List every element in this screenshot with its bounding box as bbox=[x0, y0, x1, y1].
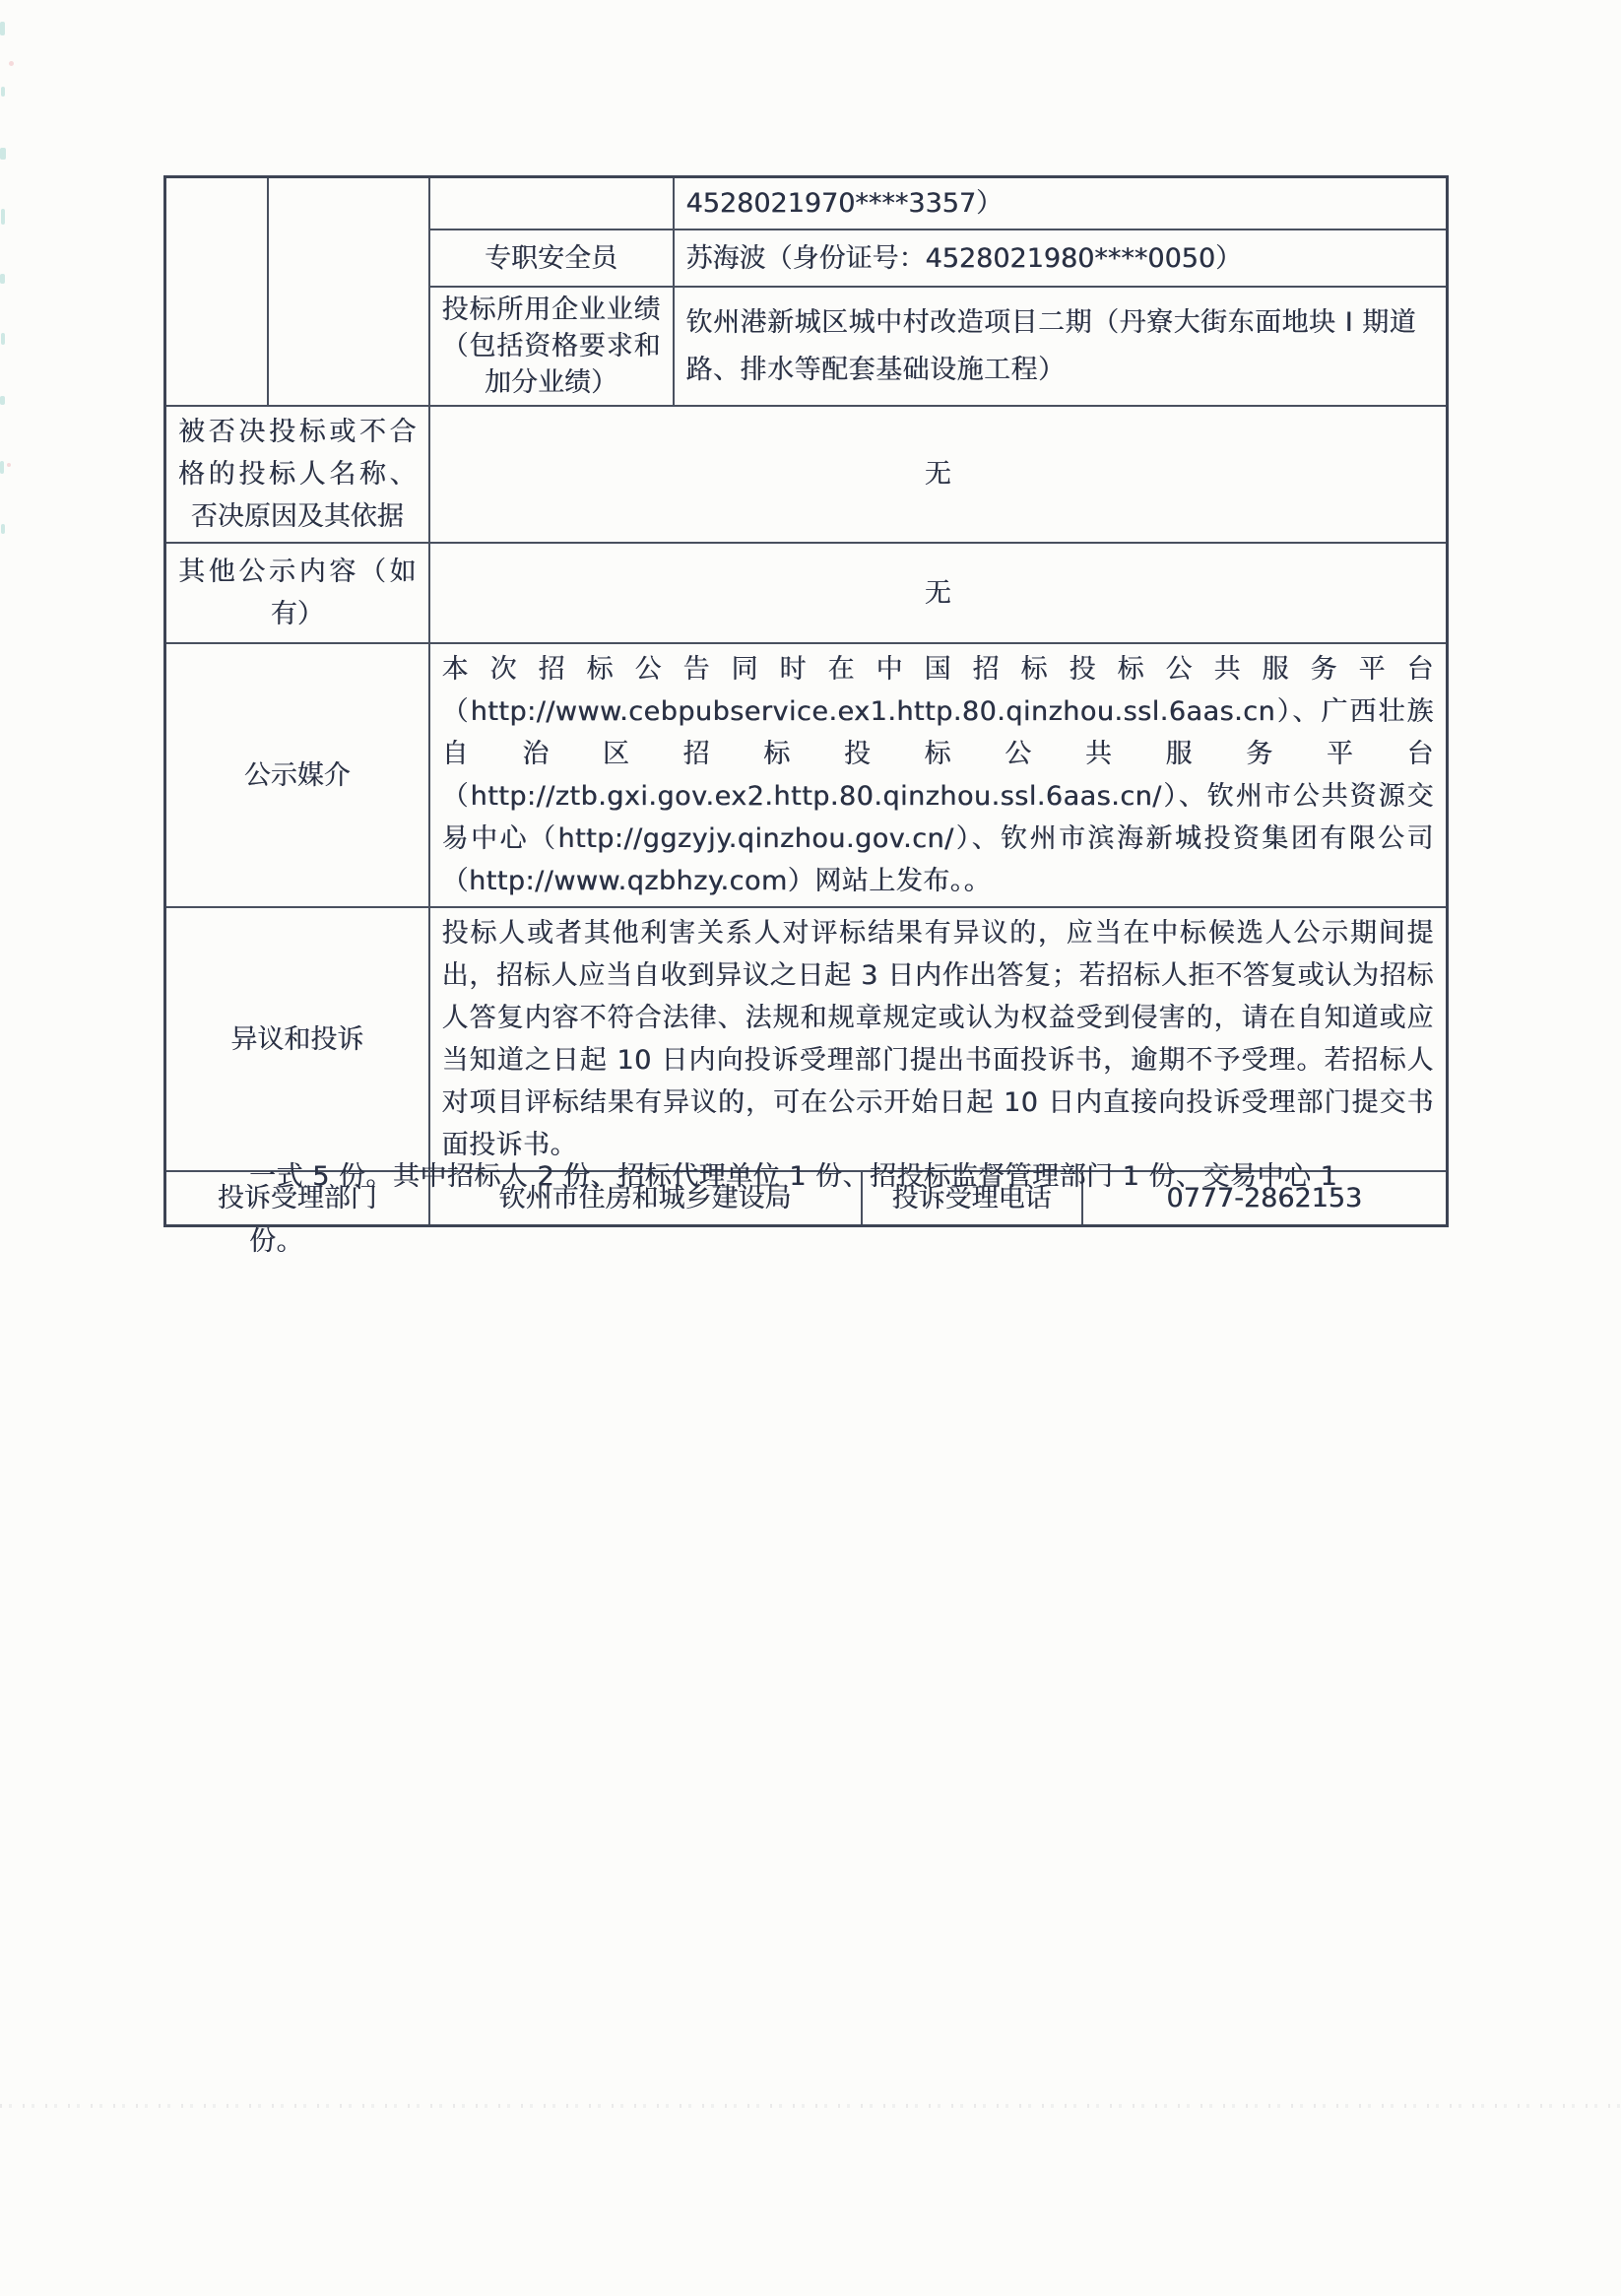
carryover-label-cell bbox=[429, 177, 674, 230]
scan-artifact-speck bbox=[9, 61, 14, 66]
scan-artifact-mark bbox=[0, 22, 5, 35]
scan-artifact-mark bbox=[1, 333, 5, 345]
publicity-media-url-2: （http://ztb.gxi.gov.ex2.http.80.qinzhou.ssl.6aas.cn/） bbox=[441, 781, 1179, 812]
rejected-bidders-value: 无 bbox=[429, 406, 1448, 543]
publicity-media-text: 网站上发布。。 bbox=[814, 866, 992, 896]
enterprise-performance-value: 钦州港新城区城中村改造项目二期（丹寮大街东面地块 Ⅰ 期道路、排水等配套基础设施工程） bbox=[674, 287, 1448, 406]
other-content-value: 无 bbox=[429, 543, 1448, 643]
rejected-bidders-label: 被否决投标或不合格的投标人名称、否决原因及其依据 bbox=[165, 406, 429, 543]
empty-left-cell-b bbox=[268, 177, 429, 407]
publicity-media-text: 、广西壮族自治区招标投标公共服务平台 bbox=[441, 696, 1435, 769]
scan-artifact-mark bbox=[0, 396, 5, 405]
empty-left-cell-a bbox=[165, 177, 268, 407]
complaint-phone-value: 0777-2862153 bbox=[1082, 1171, 1448, 1225]
scan-artifact-mark bbox=[1, 87, 5, 97]
publicity-media-value bbox=[429, 643, 1448, 907]
publicity-media-text: 本次招标公告同时在中国招标投标公共服务平台 bbox=[441, 654, 1434, 685]
scan-artifact-mark bbox=[0, 274, 5, 284]
bid-result-announcement-table bbox=[163, 175, 1449, 1227]
safety-officer-label: 专职安全员 bbox=[429, 230, 674, 287]
other-content-label: 其他公示内容（如有） bbox=[165, 543, 429, 643]
publicity-media-url-3: （http://ggzyjy.qinzhou.gov.cn/） bbox=[528, 823, 972, 854]
scan-artifact-mark bbox=[1, 209, 5, 225]
publicity-media-url-1: （http://www.cebpubservice.ex1.http.80.qinzhou.ssl.6aas.cn） bbox=[441, 696, 1293, 727]
objection-complaint-value: 投标人或者其他利害关系人对评标结果有异议的，应当在中标候选人公示期间提出，招标人应当自收到异议之日起 3 日内作出答复；若招标人拒不答复或认为招标人答复内容不符合法律、法规和规章规定或认为权益受到侵害的，请在自知道或应当知道之日起 10 日内向投诉受理部门提出书面投诉书，逾期不予受理。若招标人对项目评标结果有异议的，可在公示开始日起 10 日内直接向投诉受理部门提交书面投诉书。 bbox=[429, 907, 1448, 1171]
complaint-dept-label: 投诉受理部门 bbox=[165, 1171, 429, 1225]
scan-artifact-mark bbox=[1, 524, 5, 534]
copies-note: 一式 5 份。其中招标人 2 份、招标代理单位 1 份、招投标监督管理部门 1 份、交易中心 1 份。 bbox=[249, 1161, 1338, 1257]
objection-complaint-label: 异议和投诉 bbox=[165, 907, 429, 1171]
safety-officer-value: 苏海波（身份证号：4528021980****0050） bbox=[674, 230, 1448, 287]
publicity-media-label: 公示媒介 bbox=[165, 643, 429, 907]
scan-artifact-mark bbox=[0, 148, 6, 160]
scan-noise-band bbox=[0, 2104, 1621, 2108]
carryover-id-value: 4528021970****3357） bbox=[674, 177, 1448, 230]
enterprise-performance-label: 投标所用企业业绩（包括资格要求和加分业绩） bbox=[429, 287, 674, 406]
publicity-media-text: 、钦州市滨海新城投资集团有限公司 bbox=[971, 823, 1434, 854]
complaint-phone-label: 投诉受理电话 bbox=[862, 1171, 1082, 1225]
publicity-media-url-4: （http://www.qzbhzy.com） bbox=[441, 866, 815, 896]
complaint-dept-value: 钦州市住房和城乡建设局 bbox=[429, 1171, 862, 1225]
scan-artifact-speck bbox=[7, 463, 11, 467]
scan-artifact-mark bbox=[0, 461, 4, 474]
publicity-media-text: 、钦州市公共资源交易中心 bbox=[441, 781, 1434, 854]
